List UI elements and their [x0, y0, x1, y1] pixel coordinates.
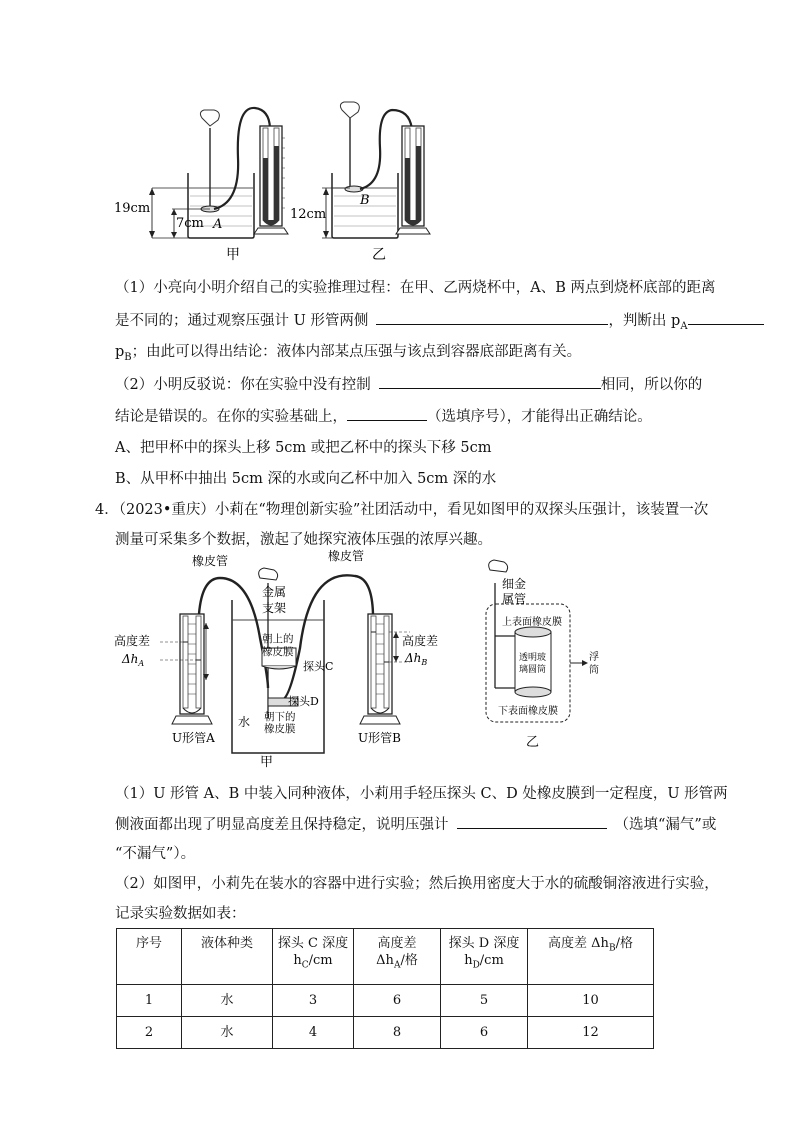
- table-cell: 水: [182, 1017, 273, 1049]
- answer-blank-4[interactable]: [347, 406, 427, 421]
- q3-part1-line3: [115, 342, 581, 368]
- table-row: [117, 985, 654, 1017]
- label-7cm: 7cm: [176, 216, 204, 231]
- table-cell: 6: [354, 985, 441, 1017]
- rubber-tube-right: [282, 575, 373, 700]
- q3-part1-conclusion: ；由此可以得出结论：液体内部某点压强与该点到容器底部距离有关。: [131, 344, 582, 360]
- experiment-data-table: [116, 928, 654, 1049]
- label-thin-tube-1: 细金: [502, 577, 527, 591]
- u-tube-b: [360, 614, 410, 724]
- label-dh-b: $\Delta h_B$: [405, 651, 428, 667]
- subscript-a: A: [680, 320, 688, 332]
- q3-part2-text-d: （选填序号），才能得出正确结论。: [427, 409, 652, 425]
- q3-part1-line2: [115, 310, 764, 337]
- label-water: 水: [238, 715, 251, 729]
- figure-double-probe-manometer: [110, 548, 630, 780]
- q4-part2-line1: （2）如图甲，小莉先在装水的容器中进行实验；然后换用密度大于水的硫酸铜溶液进行实验，: [115, 876, 719, 892]
- label-jia-fig2: 甲: [260, 755, 274, 770]
- label-metal-stand-1: 金属: [262, 585, 287, 599]
- q4-part1-line2: [115, 814, 716, 835]
- label-up-membrane-2: 橡皮膜: [262, 646, 294, 658]
- label-down-membrane-2: 橡皮膜: [264, 723, 296, 735]
- table-cell: 1: [117, 985, 182, 1017]
- beaker-yi: [322, 102, 430, 238]
- label-jia: 甲: [226, 247, 240, 263]
- label-height-diff-a: 高度差: [114, 634, 151, 648]
- label-point-b: B: [360, 193, 370, 208]
- q3-option-a: A、把甲杯中的探头上移 5cm 或把乙杯中的探头下移 5cm: [115, 440, 492, 456]
- table-cell: 水: [182, 985, 273, 1017]
- col-header-depth-d: 探头 D 深度 $h_D/cm$: [441, 929, 528, 985]
- table-cell: 4: [273, 1017, 354, 1049]
- u-tube-a: [160, 614, 212, 724]
- label-probe-d: 探头D: [288, 695, 319, 708]
- table-cell: 12: [528, 1017, 654, 1049]
- label-rubber-tube-left: 橡皮管: [192, 554, 229, 568]
- label-glass-1: 透明玻: [519, 653, 547, 663]
- label-12cm: 12cm: [290, 207, 327, 222]
- q3-option-b: B、从甲杯中抽出 5cm 深的水或向乙杯中加入 5cm 深的水: [115, 471, 497, 487]
- table-cell: 10: [528, 985, 654, 1017]
- q3-part2-line1: [115, 374, 702, 395]
- col-header-dh-b: 高度差 $\Delta h_B/$格: [528, 929, 654, 985]
- q4-part1-text-b: （选填“漏气”或: [614, 817, 717, 833]
- subscript-b: B: [124, 351, 132, 363]
- label-u-tube-a: U形管A: [172, 731, 215, 745]
- answer-blank-1[interactable]: [376, 310, 608, 325]
- rubber-tube-left: [199, 578, 268, 688]
- q4-part1-line3: “不漏气”）。: [115, 846, 196, 862]
- col-header-dh-a: 高度差 $\Delta h_A/$格: [354, 929, 441, 985]
- q4-intro-line2: 测量可采集多个数据，激起了她探究液体压强的浓厚兴趣。: [115, 532, 492, 548]
- q3-part1-text-a: 是不同的；通过观察压强计 U 形管两侧: [115, 313, 369, 329]
- q3-pb-symbol: p: [115, 344, 125, 360]
- label-19cm: 19cm: [114, 201, 151, 216]
- table-header-row: [117, 929, 654, 985]
- label-yi: 乙: [372, 247, 386, 263]
- table-cell: 3: [273, 985, 354, 1017]
- q3-part2-text-c: 结论是错误的。在你的实验基础上，: [115, 409, 347, 425]
- label-dh-a: $\Delta h_A$: [122, 652, 145, 668]
- label-point-a: A: [213, 217, 223, 232]
- q4-part1-text-a: 侧液面都出现了明显高度差且保持稳定，说明压强计: [115, 817, 449, 833]
- table-row: [117, 1017, 654, 1049]
- answer-blank-5[interactable]: [457, 814, 607, 829]
- label-thin-tube-2: 属管: [502, 592, 527, 606]
- label-upper-membrane: 上表面橡皮膜: [502, 617, 562, 628]
- table-cell: 5: [441, 985, 528, 1017]
- figure-jia-yi-beakers: [110, 88, 450, 268]
- label-lower-membrane: 下表面橡皮膜: [498, 706, 558, 717]
- q3-part1-line1: （1）小亮向小明介绍自己的实验推理过程：在甲、乙两烧杯中，A、B 两点到烧杯底部的距离: [115, 280, 716, 296]
- label-glass-2: 璃圆筒: [519, 665, 547, 675]
- label-up-membrane-1: 朝上的: [262, 633, 294, 645]
- label-metal-stand-2: 支架: [262, 601, 287, 615]
- q4-part2-line2: 记录实验数据如表：: [115, 906, 246, 922]
- q3-part2-text-a: （2）小明反驳说：你在实验中没有控制: [115, 377, 371, 393]
- label-float-1: 浮: [589, 652, 599, 663]
- table-cell: 6: [441, 1017, 528, 1049]
- answer-blank-3[interactable]: [379, 374, 601, 389]
- answer-blank-2[interactable]: [688, 310, 764, 325]
- col-header-index: 序号: [117, 929, 182, 985]
- label-height-diff-b: 高度差: [402, 634, 439, 648]
- label-yi-fig2: 乙: [526, 735, 540, 750]
- q4-intro-line1: 4．（2023•重庆）小莉在“物理创新实验”社团活动中，看见如图甲的双探头压强计，该装置一次: [95, 502, 709, 518]
- col-header-depth-c: 探头 C 深度 $h_C/cm$: [273, 929, 354, 985]
- label-u-tube-b: U形管B: [358, 731, 401, 745]
- q4-part1-line1: （1）U 形管 A、B 中装入同种液体，小莉用手轻压探头 C、D 处橡皮膜到一定程度，U 形管两: [115, 786, 728, 802]
- label-probe-c: 探头C: [303, 660, 334, 673]
- q3-part2-line2: [115, 406, 652, 427]
- label-down-membrane-1: 朝下的: [264, 711, 296, 723]
- label-rubber-tube-right: 橡皮管: [328, 549, 365, 563]
- table-cell: 2: [117, 1017, 182, 1049]
- label-float-2: 筒: [589, 665, 599, 676]
- col-header-liquid: 液体种类: [182, 929, 273, 985]
- q3-part1-text-b: ，判断出 p: [608, 313, 681, 329]
- q3-part2-text-b: 相同，所以你的: [600, 377, 703, 393]
- table-cell: 8: [354, 1017, 441, 1049]
